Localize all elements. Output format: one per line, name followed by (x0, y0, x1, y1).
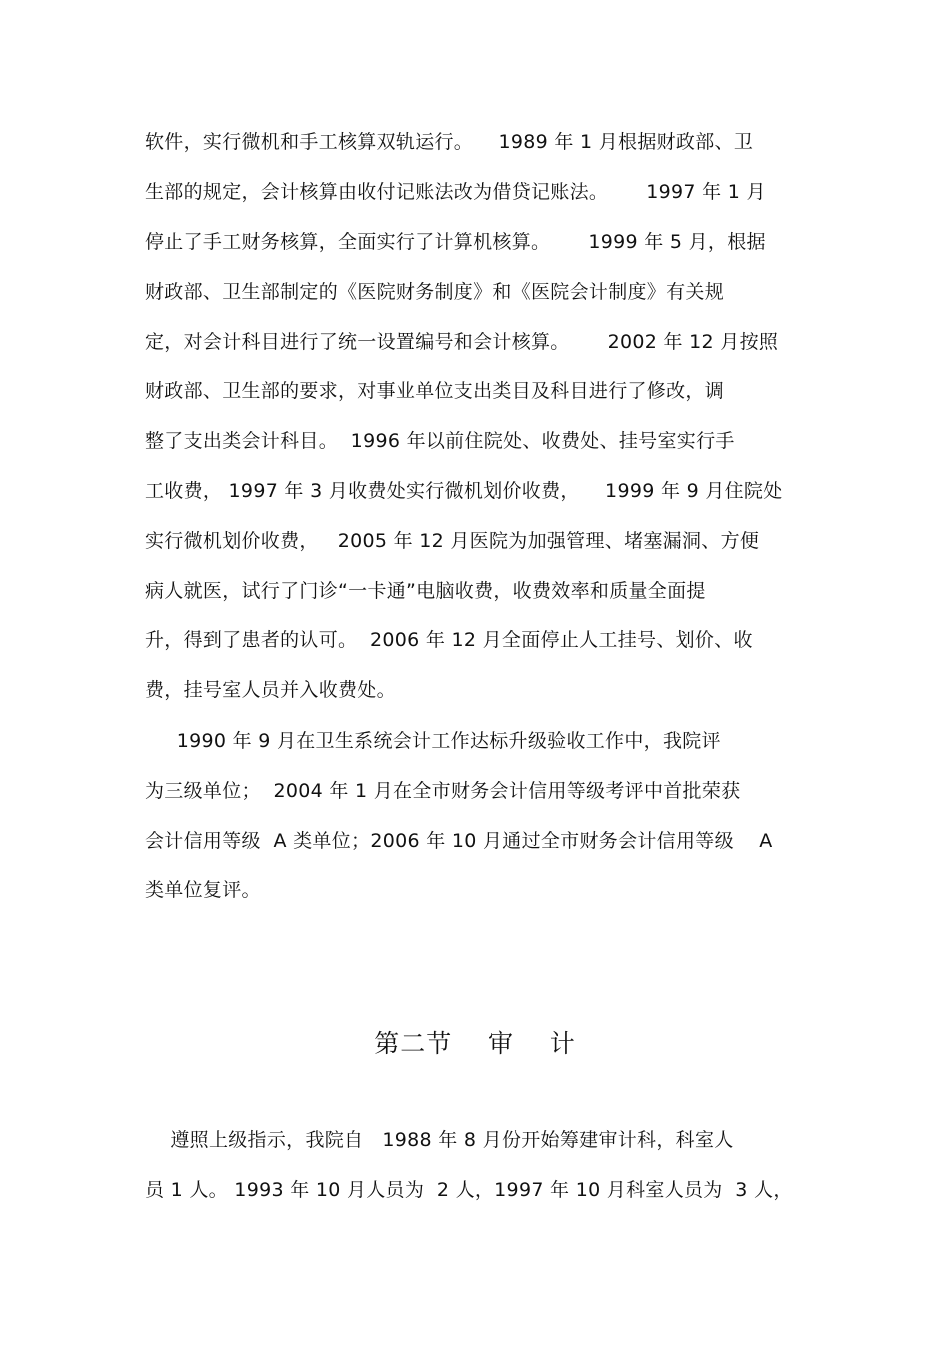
text-line: 病人就医，试行了门诊“一卡通”电脑收费，收费效率和质量全面提 (145, 580, 706, 602)
text-line: 为三级单位； 2004 年 1 月在全市财务会计信用等级考评中首批荣获 (145, 780, 741, 802)
text-line: 费，挂号室人员并入收费处。 (145, 679, 396, 701)
text-line: 工收费， 1997 年 3 月收费处实行微机划价收费， 1999 年 9 月住院处 (145, 480, 783, 502)
text-line: 生部的规定，会计核算由收付记账法改为借贷记账法。 1997 年 1 月 (145, 181, 766, 203)
text-line: 财政部、卫生部制定的《医院财务制度》和《医院会计制度》有关规 (145, 281, 725, 303)
text-line: 遵照上级指示，我院自 1988 年 8 月份开始筹建审计科，科室人 (145, 1129, 734, 1151)
text-line: 员 1 人。 1993 年 10 月人员为 2 人，1997 年 10 月科室人员为 3 人， (145, 1179, 793, 1201)
section-heading: 第二节 审 计 (374, 1029, 576, 1058)
text-line: 财政部、卫生部的要求，对事业单位支出类目及科目进行了修改，调 (145, 380, 725, 402)
text-line: 1990 年 9 月在卫生系统会计工作达标升级验收工作中，我院评 (145, 730, 721, 752)
text-line: 会计信用等级 A 类单位；2006 年 10 月通过全市财务会计信用等级 A (145, 830, 773, 852)
text-line: 实行微机划价收费， 2005 年 12 月医院为加强管理、堵塞漏洞、方便 (145, 530, 760, 552)
text-line: 定，对会计科目进行了统一设置编号和会计核算。 2002 年 12 月按照 (145, 331, 779, 353)
text-line: 类单位复评。 (145, 879, 261, 901)
text-line: 升，得到了患者的认可。 2006 年 12 月全面停止人工挂号、划价、收 (145, 629, 753, 651)
text-line: 停止了手工财务核算，全面实行了计算机核算。 1999 年 5 月，根据 (145, 231, 766, 253)
text-line: 整了支出类会计科目。 1996 年以前住院处、收费处、挂号室实行手 (145, 430, 735, 452)
text-line: 软件，实行微机和手工核算双轨运行。 1989 年 1 月根据财政部、卫 (145, 131, 754, 153)
